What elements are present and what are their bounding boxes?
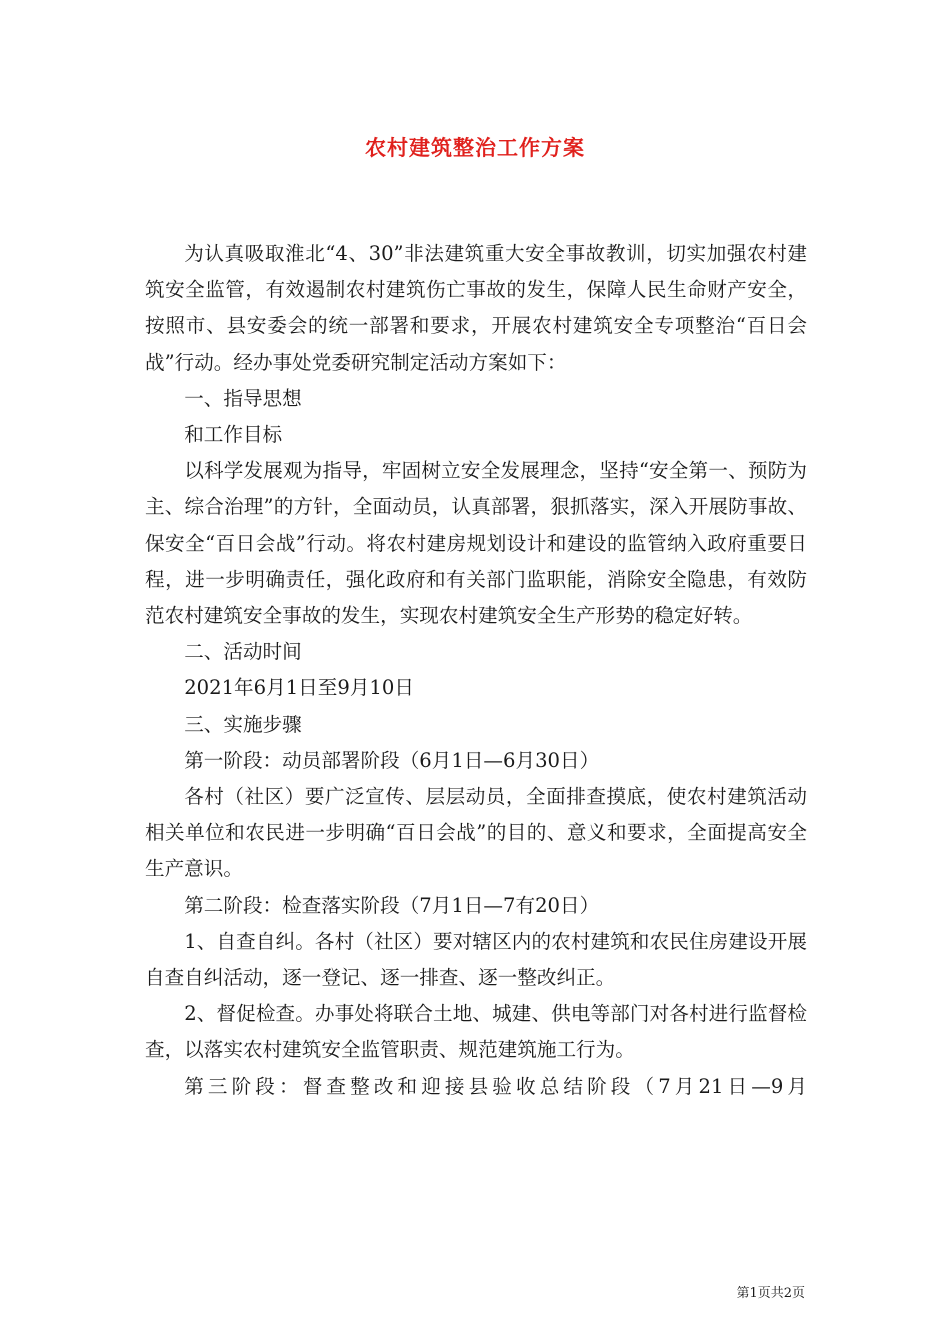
stage-one-paragraph: 各村（社区）要广泛宣传、层层动员，全面排查摸底，使农村建筑活动相关单位和农民进一步明确“百日会战”的目的、意义和要求，全面提高安全生产意识。: [145, 785, 807, 881]
section-heading-guiding-thought: 一、指导思想: [184, 386, 302, 410]
guiding-thought-paragraph: 以科学发展观为指导，牢固树立安全发展理念，坚持“安全第一、预防为主、综合治理”的方针，全面动员，认真部署，狠抓落实，深入开展防事故、保安全“百日会战”行动。将农村建房规划设计和建设的监管纳入政府重要日程，进一步明确责任，强化政府和有关部门监职能，消除安全隐患，有效防范农村建筑安全事故的发生，实现农村建筑安全生产形势的稳定好转。: [145, 459, 807, 628]
intro-paragraph: 为认真吸取淮北“4、30”非法建筑重大安全事故教训，切实加强农村建筑安全监管，有效遏制农村建筑伤亡事故的发生，保障人民生命财产安全，按照市、县安委会的统一部署和要求，开展农村建筑安全专项整治“百日会战”行动。经办事处党委研究制定活动方案如下：: [145, 242, 807, 374]
stage-two-heading: 第二阶段：检查落实阶段（7月1日—7有20日）: [184, 893, 600, 917]
section-heading-work-goals: 和工作目标: [184, 423, 283, 447]
document-body: [145, 236, 807, 1105]
document-title: 农村建筑整治工作方案: [365, 135, 585, 160]
supervision-paragraph: 2、督促检查。办事处将联合土地、城建、供电等部门对各村进行监督检查，以落实农村建筑安全监管职责、规范建筑施工行为。: [145, 1002, 807, 1062]
self-check-paragraph: 1、自查自纠。各村（社区）要对辖区内的农村建筑和农民住房建设开展自查自纠活动，逐一登记、逐一排查、逐一整改纠正。: [145, 929, 807, 990]
stage-three-heading: 第三阶段：督查整改和迎接县验收总结阶段（7月21日—9月: [184, 1074, 807, 1098]
stage-one-heading: 第一阶段：动员部署阶段（6月1日—6月30日）: [184, 748, 600, 772]
page-number: 第1页共2页: [736, 1286, 805, 1301]
section-heading-implementation-steps: 三、实施步骤: [184, 712, 302, 736]
activity-time-value: 2021年6月1日至9月10日: [184, 676, 414, 700]
section-heading-activity-time: 二、活动时间: [184, 640, 302, 664]
